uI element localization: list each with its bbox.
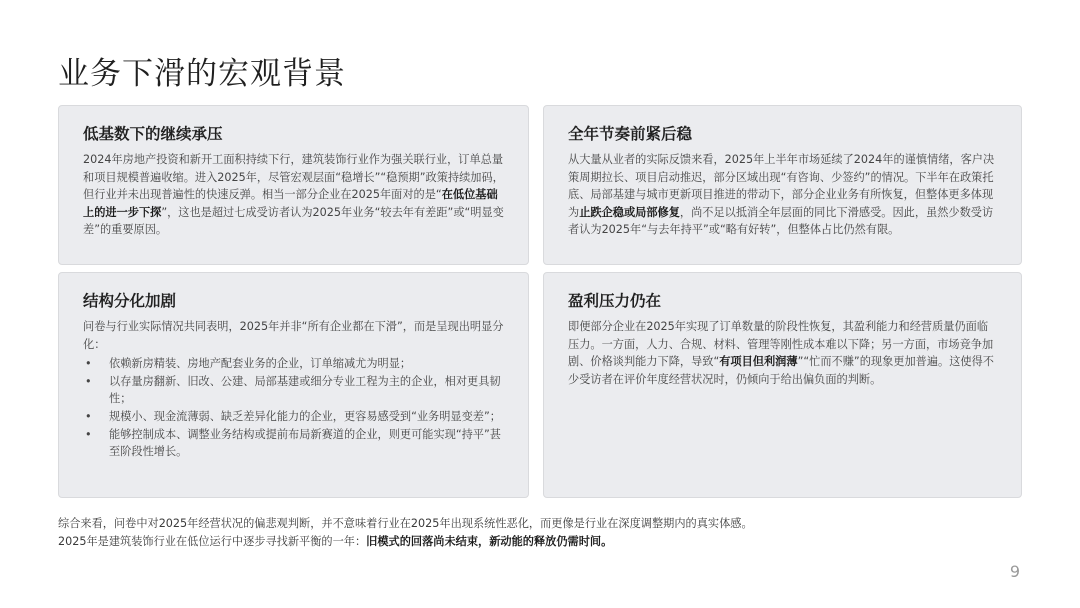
bullet-icon: • [85, 409, 92, 423]
card-profit-pressure [543, 272, 1022, 498]
bullet-text: 规模小、现金流薄弱、缺乏差异化能力的企业，更容易感受到“业务明显变差”； [109, 409, 501, 423]
card-body [568, 151, 997, 239]
card-title: 盈利压力仍在 [568, 292, 662, 310]
card-structural-divergence [58, 272, 529, 498]
card-text: 2024年房地产投资和新开工面积持续下行，建筑装饰行业作为强关联行业，订单总量和项目规模普遍收缩。进入2025年，尽管宏观层面“稳增长”“稳预期”政策持续加码，但行业并未出现普遍性的快速反弹。相当一部分企业在2025年面对的是“ [83, 153, 504, 202]
card-title: 结构分化加剧 [83, 292, 177, 310]
summary-highlight: 旧模式的回落尚未结束，新动能的释放仍需时间。 [366, 535, 613, 548]
card-text: 从大量从业者的实际反馈来看，2025年上半年市场延续了2024年的谨慎情绪，客户决策周期拉长、项目启动推迟，部分区域出现“有咨询、少签约”的情况。下半年在政策托底、局部基建与城市更新项目推进的带动下，部分企业业务有所恢复，但整体更多体现为 [568, 153, 995, 219]
bullet-list [83, 355, 504, 461]
card-text: 即便部分企业在2025年实现了订单数量的阶段性恢复，其盈利能力和经营质量仍面临压力。一方面，人力、合规、材料、管理等刚性成本难以下降；另一方面，市场竞争加剧、价格谈判能力下降，导致“ [568, 320, 994, 369]
card-highlight: 有项目但利润薄 [719, 355, 798, 369]
card-body [83, 151, 504, 239]
card-annual-rhythm [543, 105, 1022, 265]
bullet-text: 能够控制成本、调整业务结构或提前布局新赛道的企业，则更可能实现“持平”甚至阶段性增长。 [109, 427, 501, 459]
summary-line [58, 533, 1018, 551]
summary-text: 2025年是建筑装饰行业在低位运行中逐步寻找新平衡的一年： [58, 535, 367, 548]
summary-line: 综合来看，问卷中对2025年经营状况的偏悲观判断，并不意味着行业在2025年出现系统性恶化，而更像是行业在深度调整期内的真实体感。 [58, 517, 753, 530]
list-item [83, 408, 504, 426]
summary [58, 515, 1018, 551]
card-highlight: 止跌企稳或局部修复 [579, 205, 680, 219]
bullet-text: 依赖新房精装、房地产配套业务的企业，订单缩减尤为明显； [109, 357, 412, 371]
bullet-text: 以存量房翻新、旧改、公建、局部基建或细分专业工程为主的企业，相对更具韧性； [109, 374, 501, 406]
bullet-icon: • [85, 374, 92, 388]
bullet-icon: • [85, 427, 92, 441]
card-title: 全年节奏前紧后稳 [568, 125, 693, 143]
bullet-icon: • [85, 357, 92, 371]
page-number: 9 [1009, 562, 1020, 581]
list-item [83, 355, 504, 373]
card-text: ”“忙而不赚”的现象更加普遍。这使得不少受访者在评价年度经营状况时，仍倾向于给出偏负面的判断。 [568, 355, 994, 386]
page-title: 业务下滑的宏观背景 [58, 56, 346, 92]
card-highlight: 在低位基础上的进一步下探 [83, 188, 498, 219]
card-body [568, 318, 997, 388]
card-title: 低基数下的继续承压 [83, 125, 223, 143]
list-item [83, 373, 504, 408]
list-item [83, 426, 504, 461]
card-text: ”，这也是超过七成受访者认为2025年业务“较去年有差距”或“明显变差”的重要原因。 [83, 205, 504, 237]
card-text: ，尚不足以抵消全年层面的同比下滑感受。因此，虽然少数受访者认为2025年“与去年持平”或“略有好转”，但整体占比仍然有限。 [568, 205, 994, 237]
card-body: 问卷与行业实际情况共同表明，2025年并非“所有企业都在下滑”，而是呈现出明显分化： [83, 320, 504, 351]
card-low-base-pressure [58, 105, 529, 265]
